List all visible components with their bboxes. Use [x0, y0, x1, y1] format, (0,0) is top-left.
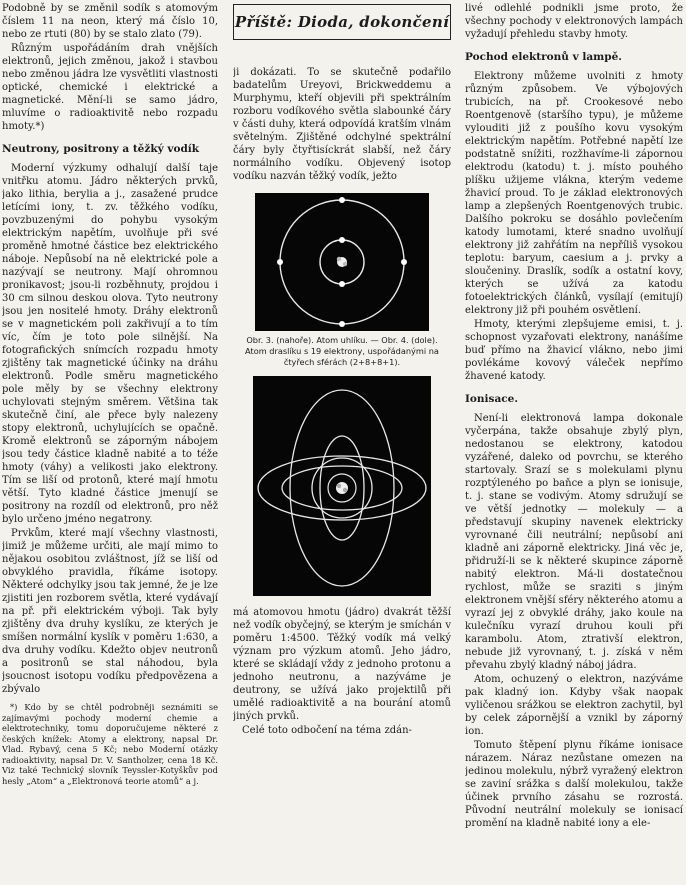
- section-heading: Neutrony, positrony a těžký vodík: [2, 143, 200, 155]
- next-issue-box: [233, 4, 451, 40]
- paragraph: Celé toto odbočení na téma zdán-: [242, 725, 412, 736]
- column-middle: [233, 2, 451, 882]
- paragraph: Tomuto štěpení plynu říkáme ionisace nárazem. Náraz nezůstane omezen na jedinou molekulu, nýbrž vyražený elektron se zaviní srážka s další molekulou, takže účinek prvního zásahu se rozrostá. Původní neutrální molekuly se ionisací promění na kladně nabité iony a ele-: [465, 740, 683, 829]
- next-issue-title: Příště: Dioda, dokončení: [234, 12, 450, 31]
- paragraph: Podobně by se změnil sodík s atomovým číslem 11 na neon, který má číslo 10, nebo ze rtuti (80) by se stalo zlato (79).: [2, 3, 218, 40]
- paragraph: ji dokázati. To se skutečně podařilo badatelům Ureyovi, Brickweddemu a Murphymu, kteří objevili při spektrálním rozboru vodíkového světla slabounké čáry v části duhy, která odpovídá kratším vlnám světelným. Zjištěné odchylné spektrální čáry byly čtyřtisíckrát slabší, než čáry normálního vodíku. Objevený isotop vodíku nazván těžký vodík, ježto: [233, 67, 451, 182]
- paragraph: Různým uspořádáním drah vnějších elektronů, jejich změnou, jakož i stavbou nebo změnou jádra lze vysvětliti vlastnosti optické, chemické i elektrické a magnetické. Mění-li se samo jádro, mluvíme o radioaktivitě nebo rozpadu hmoty.*): [2, 43, 218, 132]
- paragraph: Moderní výzkumy odhalují další taje vnitřku atomu. Jádro některých prvků, jako lithia, berylia a j., zasažené prudce letícími iony, t. zv. těžkého vodíku, povzbuzenými do pohybu vysokým elektrickým napětím, uvolňuje při své proměně hmotné částice bez elektrického náboje. Nepůsobí na ně elektrické pole a nazývají se neutrony. Mají ohromnou pronikavost; jsou-li rozběhnuty, projdou i 30 cm silnou deskou olova. Tyto neutrony jsou jen nositelé hmoty. Dráhy elektronů se v magnetickém poli zakřivují a to tím víc, čím je toto pole silnější. Na fotografických snímcích rozpadu hmoty zjištěny tak magnetické účinky na dráhu elektronů. Podle směru magnetického pole měly by se všechny elektrony uchylovati stejným směrem. Většina tak skutečně činí, ale přece byly nalezeny stopy elektronů, uchylujících se opačně. Kromě elektronů se záporným nábojem jsou tedy částice kladně nabité a to téže hmoty (váhy) a velikosti jako elektrony. Tím se liší od protonů, které mají hmotu větší. Tyto kladné částice jmenují se positrony na rozdíl od elektronů, pro něž bylo určeno jméno negatrony.: [2, 163, 218, 525]
- paragraph: livé odlehlé podnikli jsme proto, že všechny pochody v elektronových lampách vyžadují přehledu stavby hmoty.: [465, 3, 683, 40]
- paragraph: má atomovou hmotu (jádro) dvakrát těžší než vodík obyčejný, se kterým je smíchán v poměru 1:4500. Těžký vodík má velký význam pro výzkum atomů. Jeho jádro, které se skládají vždy z jednoho protonu a jednoho neutronu, a nazýváme je deutrony, se užívá jako projektilů při umělé radioaktivitě a na bourání atomů jiných prvků.: [233, 607, 451, 722]
- figure-carbon-atom: [255, 193, 429, 331]
- footnote: [2, 702, 218, 786]
- paragraph: Atom, ochuzený o elektron, nazýváme pak kladný ion. Kdyby však naopak vyličenou srážkou se elektron zachytil, byl by celek zápornější a vznikl by záporný ion.: [465, 674, 683, 737]
- paragraph: Není-li elektronová lampa dokonale vyčerpána, takže obsahuje zbylý plyn, nedostanou se elektrony, katodou vyzářené, daleko od povrchu, se kterého startovaly. Srazí se s molekulami plynu rozptýleného po baňce a plyn se ionisuje, t. j. stane se vodivým. Atomy sdružují se ve větší jednotky — molekuly — a představují skupiny navenek elektricky vyrovnané čili neutrální; nepůsobí ani kladně ani záporně elektricky. Jiná věc je, přidruží-li se k některé skupince záporně nabitý elektron. Má-li dostatečnou rychlost, může se sraziti s jiným elektronem vnější sféry některého atomu a vyrazí jej z obvyklé dráhy, jako koule na kulečníku vyrazí druhou kouli při karambolu. Atom, ztrativší elektron, nebude již vyrovnaný, t. j. získá v něm převahu zbylý kladný náboj jádra.: [465, 413, 683, 671]
- figure-caption: Obr. 3. (nahoře). Atom uhlíku. — Obr. 4. (dole). Atom draslíku s 19 elektrony, uspořádanými na čtyřech sférách (2+8+8+1).: [245, 335, 439, 367]
- section-heading: Pochod elektronů v lampě.: [465, 51, 622, 63]
- footnote-text: *) Kdo by se chtěl podrobněji seznámiti se zajímavými pochody moderní chemie a elektrotechniky, tomu doporučujeme některé z českých knížek: Atomy a elektrony, napsal Dr. Vlad. Rybavý, cena 5 Kč; nebo Moderní otázky radioaktivity, napsal Dr. V. Santholzer, cena 18 Kč. Viz také Technický slovník Teyssler-Kotyškův pod hesly „Atom“ a „Elektronová teorie atomů“ a j.: [2, 702, 218, 786]
- section-heading: Ionisace.: [465, 393, 518, 405]
- figure-potassium-atom: [253, 376, 431, 596]
- paragraph: Hmoty, kterými zlepšujeme emisi, t. j. schopnost vyzařovati elektrony, nanášíme buď přímo na žhavicí vlákno, nebo jimi povlékáme kovový váleček nepřímo žhavené katody.: [465, 319, 683, 382]
- column-right: [465, 2, 683, 882]
- paragraph: Prvkům, které mají všechny vlastnosti, jimiž je můžeme určiti, ale mají mimo to nějakou osobitou zvláštnost, jíž se liší od obvyklého pravidla, říkáme isotopy. Některé odchylky jsou tak jemné, že je lze zjistiti jen rozborem světla, které vydávají na př. při elektrickém výboji. Tak byly zjištěny dva druhy kyslíku, ze kterých je smíšen normální kyslík v poměru 1:630, a dva druhy vodíku. Kdežto objev neutronů a positronů se stal náhodou, byla jsoucnost isotopu vodíku předpovězena a zbývalo: [2, 528, 218, 695]
- paragraph: Elektrony můžeme uvolniti z hmoty různým způsobem. Ve výbojových trubicích, na př. Crookesové nebo Roentgenově (staršího typu), je můžeme vylouditi již z poušího kovu vysokým elektrickým napětím. Potřebné napětí lze podstatně snížiti, rozžhavíme-li zápornou elektrodu (katodu) t. j. místo pouhého plíšku užijeme vlákna, kterým vedeme žhavicí proud. To je základ elektronových lamp a zlepšených Roentgenových trubic. Dalšího pokroku se dosáhlo povlečením katody lumotami, které snadno uvolňují elektrony již zahřátím na nepříliš vysokou teplotu: baryum, caesium a j. prvky a sloučeniny. Draslík, sodík a ostatní kovy, kterých se užívá za katodu fotoelektrických článků, vysílají (emitují) elektrony již při pouhém osvětlení.: [465, 71, 683, 316]
- column-left: [2, 2, 218, 882]
